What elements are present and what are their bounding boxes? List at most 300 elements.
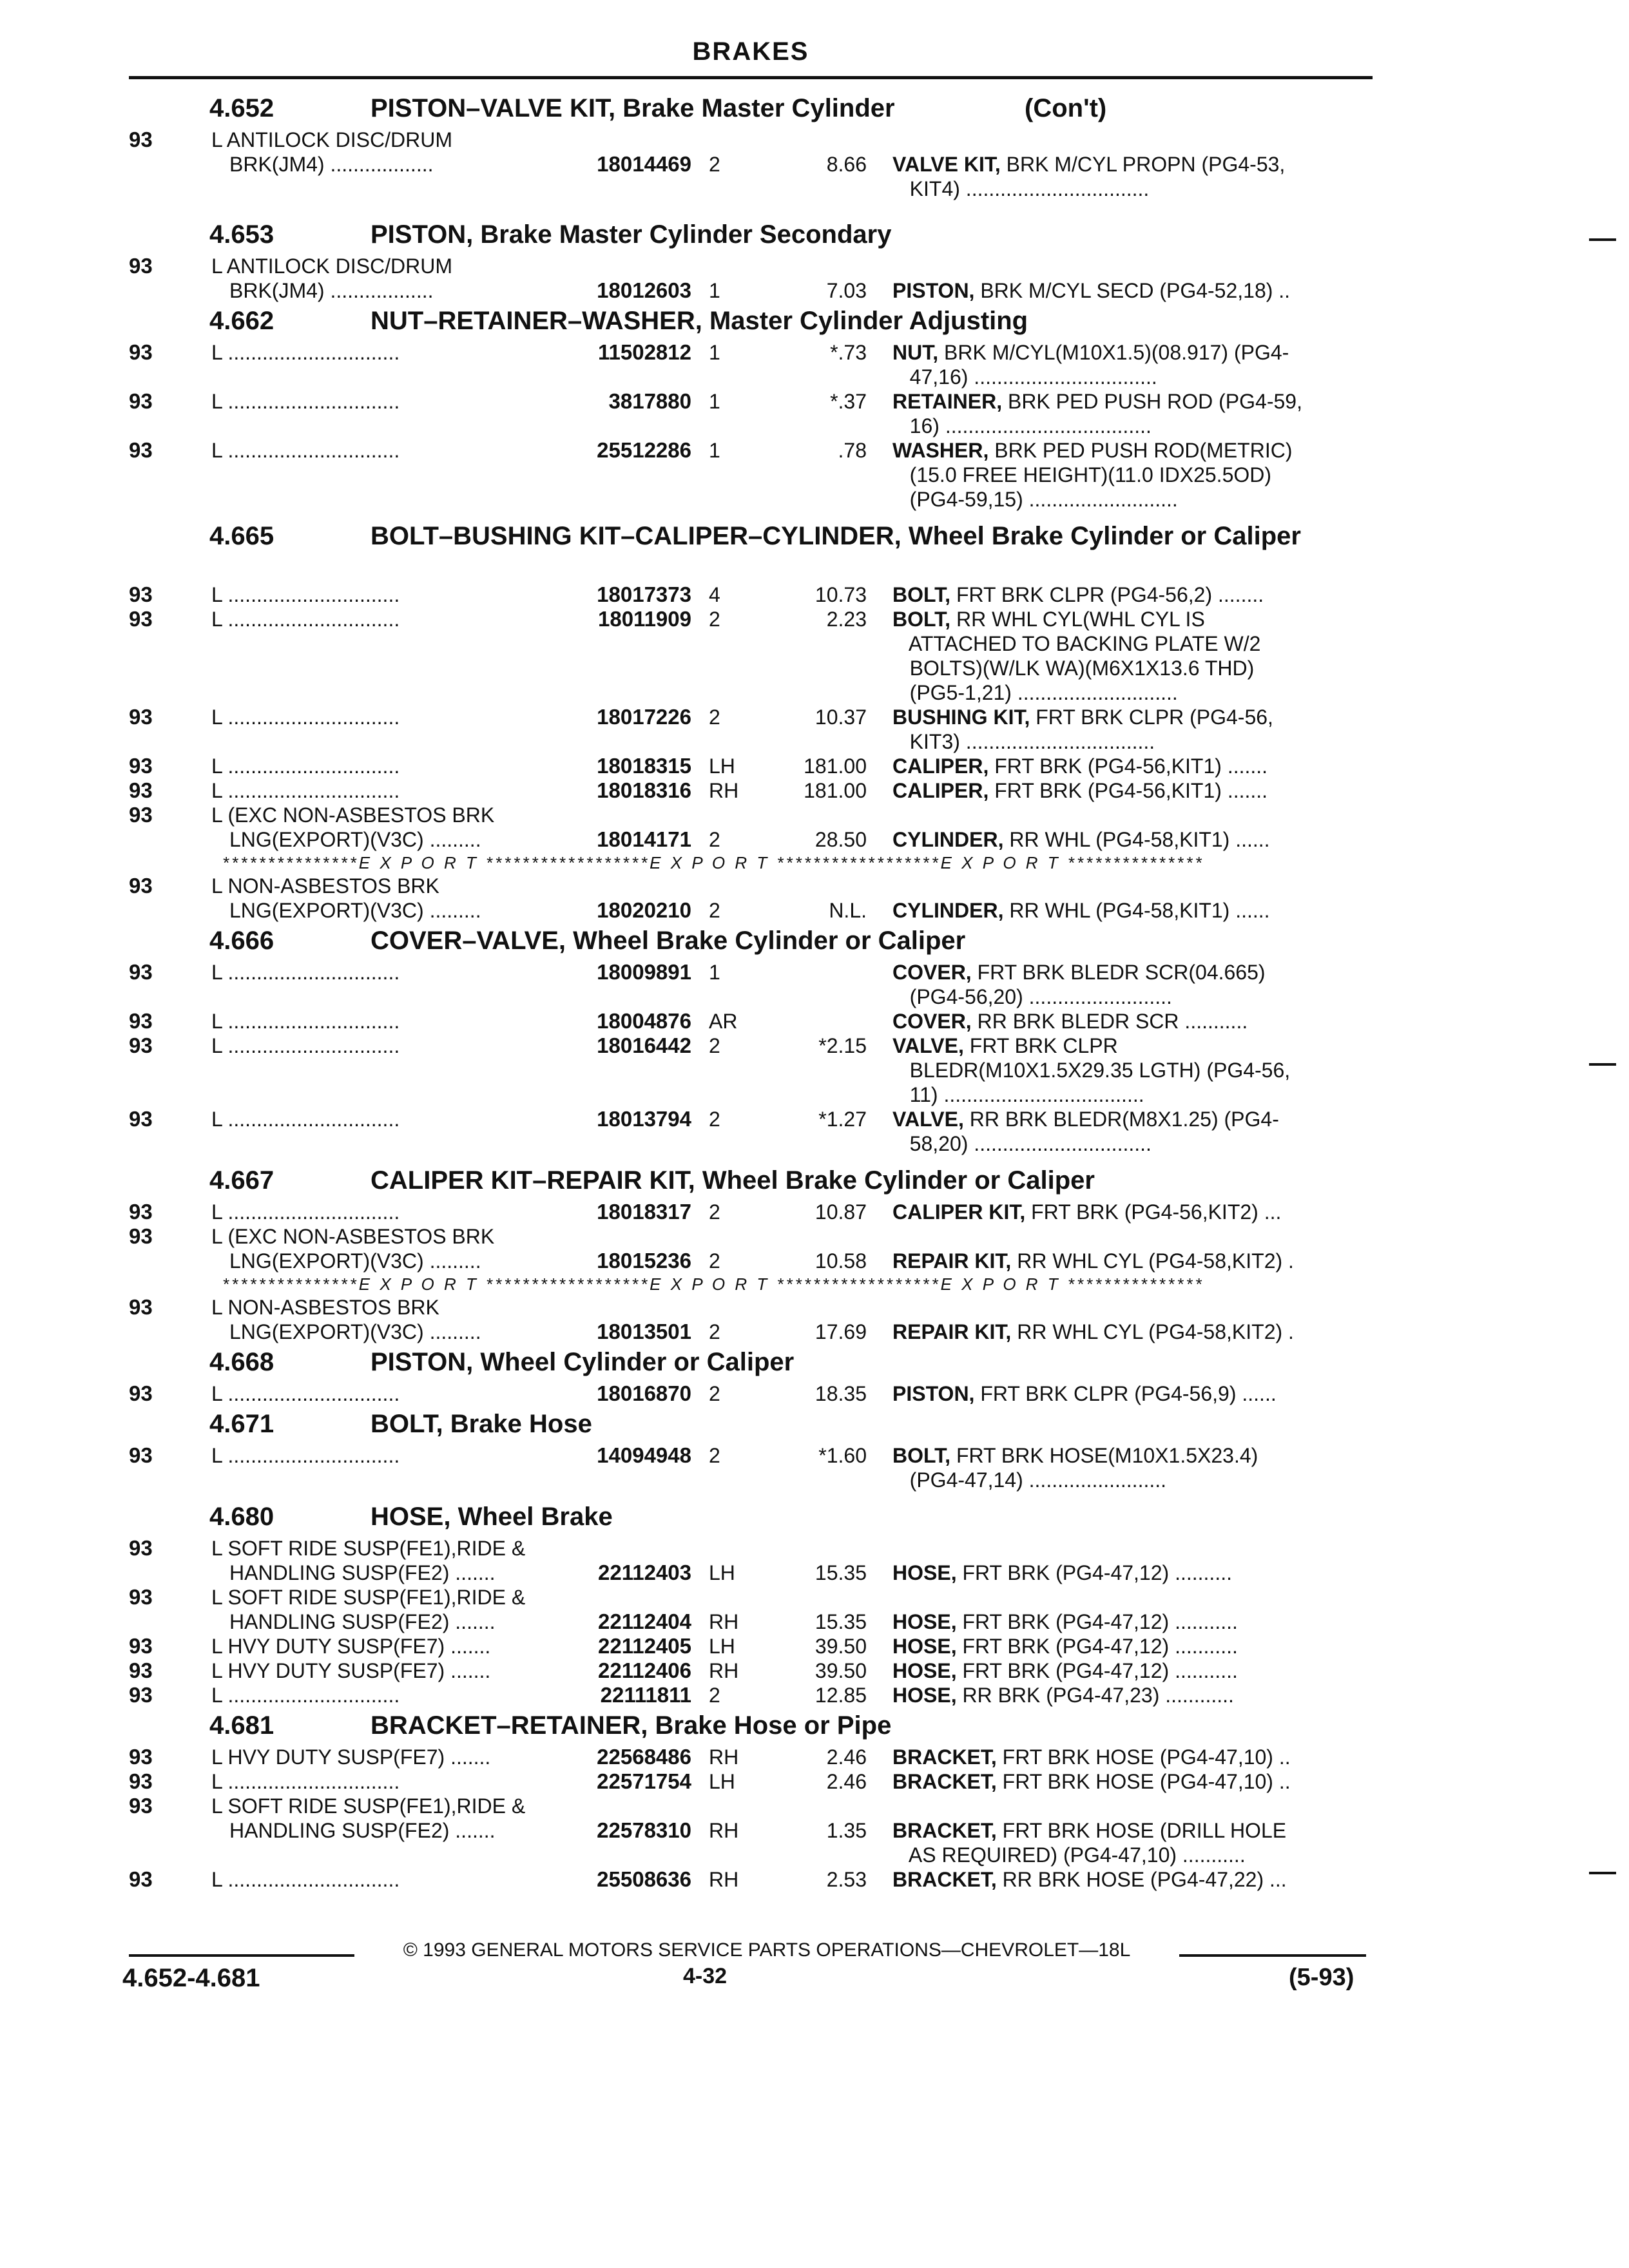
part-name: BRACKET, [892, 1770, 997, 1793]
continued-label: (Con't) [1025, 94, 1107, 122]
usage-desc: LNG(EXPORT)(V3C) ......... [229, 1320, 481, 1343]
part-detail: BLEDR(M10X1.5X29.35 LGTH) (PG4-56, [892, 1059, 1291, 1082]
part-description [892, 1769, 1382, 1794]
section-number: 4.653 [209, 220, 275, 249]
usage-desc: L .............................. [211, 1382, 400, 1405]
price: 10.37 [815, 706, 867, 729]
part-row [0, 1131, 1629, 1156]
usage-desc: L .............................. [211, 1034, 400, 1057]
section-title: BOLT–BUSHING KIT–CALIPER–CYLINDER, Wheel Brake Cylinder or Caliper [371, 522, 1301, 550]
section-title: PISTON, Wheel Cylinder or Caliper [371, 1348, 795, 1376]
part-description [892, 582, 1382, 607]
page-number: 4-32 [683, 1964, 728, 1988]
part-description [892, 1200, 1382, 1224]
price: 1.35 [826, 1819, 867, 1842]
part-detail: FRT BRK (PG4-47,12) .......... [956, 1561, 1232, 1584]
usage-desc: HANDLING SUSP(FE2) ....... [229, 1819, 496, 1842]
part-row [0, 278, 1629, 303]
part-row [0, 1769, 1629, 1794]
part-description [892, 705, 1382, 729]
price: 15.35 [815, 1561, 867, 1584]
section-heading [0, 923, 1629, 960]
part-row [0, 803, 1629, 827]
usage-desc: BRK(JM4) .................. [229, 153, 434, 176]
part-name: CALIPER, [892, 754, 989, 778]
part-detail: 11) ................................... [892, 1083, 1144, 1106]
quantity: 2 [709, 828, 720, 851]
usage-desc: L .............................. [211, 754, 400, 778]
part-detail: BRK PED PUSH ROD(METRIC) [988, 439, 1293, 462]
part-detail: RR WHL CYL(WHL CYL IS [950, 608, 1205, 631]
model-year: 93 [129, 1683, 153, 1707]
part-detail: ATTACHED TO BACKING PLATE W/2 [892, 632, 1261, 655]
part-description [892, 1745, 1382, 1769]
part-description [892, 152, 1382, 177]
price: 39.50 [815, 1635, 867, 1658]
section-title: BRACKET–RETAINER, Brake Hose or Pipe [371, 1711, 892, 1740]
usage-desc: L HVY DUTY SUSP(FE7) ....... [211, 1659, 491, 1682]
model-year: 93 [129, 128, 153, 151]
part-name: CYLINDER, [892, 899, 1004, 922]
part-row [0, 1794, 1629, 1818]
part-detail: BOLTS)(W/LK WA)(M6X1X13.6 THD) [892, 657, 1255, 680]
part-name: VALVE, [892, 1108, 964, 1131]
model-year: 93 [129, 1200, 153, 1224]
part-detail: FRT BRK (PG4-47,12) ........... [956, 1610, 1238, 1633]
section-number: 4.667 [209, 1166, 275, 1195]
part-row [0, 898, 1629, 923]
part-description [892, 1107, 1382, 1131]
part-description [892, 1610, 1382, 1634]
part-description [892, 898, 1382, 923]
price: *1.60 [818, 1444, 867, 1467]
part-name: HOSE, [892, 1561, 957, 1584]
part-row [0, 463, 1629, 487]
part-row [0, 1468, 1629, 1492]
part-name: BOLT, [892, 1444, 951, 1467]
part-detail: FRT BRK CLPR [963, 1034, 1118, 1057]
part-detail: FRT BRK BLEDR SCR(04.665) [971, 961, 1266, 984]
section-heading [0, 90, 1629, 128]
price: 181.00 [804, 779, 867, 802]
part-row [0, 1320, 1629, 1344]
price: 17.69 [815, 1320, 867, 1343]
part-name: HOSE, [892, 1684, 957, 1707]
part-name: BUSHING KIT, [892, 706, 1030, 729]
part-row [0, 1009, 1629, 1033]
model-year: 93 [129, 1634, 153, 1658]
section-title: HOSE, Wheel Brake [371, 1503, 613, 1531]
part-row [0, 631, 1629, 656]
section-heading [0, 1707, 1629, 1745]
part-description [892, 1867, 1382, 1892]
part-detail: FRT BRK HOSE(M10X1.5X23.4) [950, 1444, 1258, 1467]
part-name: BOLT, [892, 583, 951, 606]
part-row [0, 582, 1629, 607]
footer-rule-left [129, 1954, 354, 1957]
part-name: BRACKET, [892, 1745, 997, 1769]
part-row [0, 656, 1629, 680]
part-number: 18016442 [597, 1033, 691, 1057]
usage-desc: L ANTILOCK DISC/DRUM [211, 255, 452, 278]
part-row [0, 1658, 1629, 1683]
part-name: PISTON, [892, 1382, 975, 1405]
model-year: 93 [129, 874, 153, 898]
part-name: CYLINDER, [892, 828, 1004, 851]
part-row [0, 985, 1629, 1009]
usage-desc: L .............................. [211, 390, 400, 413]
section-heading [0, 518, 1629, 582]
part-row [0, 729, 1629, 754]
part-number: 22571754 [597, 1769, 691, 1793]
part-number: 22112405 [597, 1634, 691, 1658]
model-year: 93 [129, 1443, 153, 1467]
quantity: 1 [709, 390, 720, 413]
part-row [0, 827, 1629, 852]
model-year: 93 [129, 960, 153, 984]
quantity: 2 [709, 1034, 720, 1057]
part-row [0, 365, 1629, 389]
section-heading [0, 1499, 1629, 1536]
section-number: 4.652 [209, 94, 275, 122]
price: 28.50 [815, 828, 867, 851]
part-detail: KIT3) ................................. [892, 730, 1155, 753]
quantity: 2 [709, 706, 720, 729]
part-row [0, 414, 1629, 438]
part-detail: 16) .................................... [892, 414, 1152, 437]
usage-desc: L .............................. [211, 961, 400, 984]
quantity: 2 [709, 1320, 720, 1343]
section-heading [0, 1406, 1629, 1443]
part-row [0, 778, 1629, 803]
part-detail: (PG4-59,15) .......................... [892, 488, 1178, 511]
model-year: 93 [129, 1224, 153, 1248]
quantity: RH [709, 1745, 739, 1769]
part-row [0, 1082, 1629, 1107]
part-description [892, 1033, 1382, 1058]
part-detail: AS REQUIRED) (PG4-47,10) ........... [892, 1843, 1246, 1867]
part-number: 22568486 [597, 1745, 691, 1769]
section-heading [0, 216, 1629, 254]
part-detail: (15.0 FREE HEIGHT)(11.0 IDX25.5OD) [892, 463, 1272, 486]
part-description [892, 340, 1382, 365]
part-row [0, 1107, 1629, 1131]
part-name: REPAIR KIT, [892, 1320, 1012, 1343]
price: 2.53 [826, 1868, 867, 1891]
footer-copyright: © 1993 GENERAL MOTORS SERVICE PARTS OPERATIONS—CHEVROLET—18L [403, 1939, 1131, 1961]
part-number: 18017373 [597, 582, 691, 606]
part-detail: BRK M/CYL PROPN (PG4-53, [1000, 153, 1286, 176]
part-name: CALIPER, [892, 779, 989, 802]
section-heading [0, 1162, 1629, 1200]
part-detail: (PG4-56,20) ......................... [892, 985, 1172, 1008]
usage-desc: L NON-ASBESTOS BRK [211, 1296, 439, 1319]
part-detail: FRT BRK CLPR (PG4-56, [1030, 706, 1273, 729]
part-row [0, 487, 1629, 512]
quantity: 1 [709, 439, 720, 462]
part-number: 18014171 [597, 827, 691, 851]
part-detail: BRK M/CYL SECD (PG4-52,18) .. [974, 279, 1291, 302]
part-description [892, 778, 1382, 803]
usage-desc: L (EXC NON-ASBESTOS BRK [211, 803, 495, 827]
part-detail: 58,20) ............................... [892, 1132, 1152, 1155]
usage-desc: L .............................. [211, 608, 400, 631]
usage-desc: L .............................. [211, 1108, 400, 1131]
section-title: BOLT, Brake Hose [371, 1410, 592, 1438]
export-label: ***************E X P O R T ******************E X P O R T ******************E X P O R T *************** [222, 1274, 1204, 1294]
section-title: CALIPER KIT–REPAIR KIT, Wheel Brake Cylinder or Caliper [371, 1166, 1095, 1195]
model-year: 93 [129, 1658, 153, 1682]
price: 10.58 [815, 1249, 867, 1273]
section-number: 4.668 [209, 1348, 275, 1376]
model-year: 93 [129, 607, 153, 631]
usage-desc: L .............................. [211, 583, 400, 606]
usage-desc: L .............................. [211, 1868, 400, 1891]
price: 2.23 [826, 608, 867, 631]
quantity: 1 [709, 279, 720, 302]
part-row [0, 754, 1629, 778]
price: 181.00 [804, 754, 867, 778]
part-row [0, 705, 1629, 729]
part-name: WASHER, [892, 439, 989, 462]
part-row [0, 389, 1629, 414]
part-row [0, 1200, 1629, 1224]
usage-desc: L SOFT RIDE SUSP(FE1),RIDE & [211, 1537, 526, 1560]
usage-desc: L SOFT RIDE SUSP(FE1),RIDE & [211, 1794, 526, 1818]
part-number: 18015236 [597, 1249, 691, 1273]
part-number: 18017226 [597, 705, 691, 729]
part-description [892, 389, 1382, 414]
part-row [0, 1224, 1629, 1249]
part-name: BOLT, [892, 608, 951, 631]
quantity: RH [709, 1659, 739, 1682]
part-row [0, 1443, 1629, 1468]
part-description [892, 1561, 1382, 1585]
part-row [0, 340, 1629, 365]
model-year: 93 [129, 778, 153, 802]
part-name: HOSE, [892, 1659, 957, 1682]
part-description [892, 1683, 1382, 1707]
model-year: 93 [129, 1585, 153, 1609]
quantity: 2 [709, 1108, 720, 1131]
part-detail: RR WHL (PG4-58,KIT1) ...... [1003, 899, 1270, 922]
quantity: AR [709, 1010, 738, 1033]
usage-desc: HANDLING SUSP(FE2) ....... [229, 1561, 496, 1584]
part-row [0, 177, 1629, 201]
quantity: 2 [709, 899, 720, 922]
quantity: LH [709, 1561, 735, 1584]
price: *1.27 [818, 1108, 867, 1131]
part-detail: (PG5-1,21) ............................ [892, 681, 1178, 704]
quantity: RH [709, 1819, 739, 1842]
usage-desc: L (EXC NON-ASBESTOS BRK [211, 1225, 495, 1248]
footer-date: (5-93) [1289, 1964, 1354, 1991]
parts-catalog [0, 90, 1629, 1892]
model-year: 93 [129, 1867, 153, 1891]
part-detail: FRT BRK HOSE (DRILL HOLE [996, 1819, 1287, 1842]
part-row [0, 607, 1629, 631]
part-detail: FRT BRK (PG4-56,KIT1) ....... [988, 779, 1268, 802]
part-number: 18018317 [597, 1200, 691, 1224]
price: 15.35 [815, 1610, 867, 1633]
part-name: HOSE, [892, 1635, 957, 1658]
part-row [0, 1561, 1629, 1585]
part-detail: RR WHL CYL (PG4-58,KIT2) . [1011, 1249, 1294, 1273]
part-number: 18014469 [597, 152, 691, 176]
quantity: 2 [709, 1382, 720, 1405]
part-name: COVER, [892, 1010, 972, 1033]
part-detail: FRT BRK HOSE (PG4-47,10) .. [996, 1770, 1291, 1793]
part-row [0, 152, 1629, 177]
model-year: 93 [129, 438, 153, 462]
part-detail: RR BRK BLEDR SCR ........... [971, 1010, 1248, 1033]
price: 10.73 [815, 583, 867, 606]
part-description [892, 1443, 1382, 1468]
part-detail: 47,16) ................................ [892, 365, 1157, 389]
quantity: 2 [709, 1684, 720, 1707]
part-row [0, 1843, 1629, 1867]
part-row [0, 1381, 1629, 1406]
part-name: REPAIR KIT, [892, 1249, 1012, 1273]
quantity: RH [709, 779, 739, 802]
part-row [0, 1295, 1629, 1320]
quantity: LH [709, 754, 735, 778]
model-year: 93 [129, 582, 153, 606]
margin-tick [1589, 1063, 1616, 1066]
usage-desc: HANDLING SUSP(FE2) ....... [229, 1610, 496, 1633]
usage-desc: L HVY DUTY SUSP(FE7) ....... [211, 1635, 491, 1658]
part-description [892, 827, 1382, 852]
part-number: 18009891 [597, 960, 691, 984]
part-detail: RR BRK BLEDR(M8X1.25) (PG4- [963, 1108, 1279, 1131]
section-number: 4.665 [209, 522, 275, 550]
quantity: RH [709, 1610, 739, 1633]
part-detail: KIT4) ................................ [892, 177, 1150, 200]
part-number: 22111811 [600, 1683, 691, 1707]
model-year: 93 [129, 803, 153, 827]
part-description [892, 1818, 1382, 1843]
section-title: PISTON, Brake Master Cylinder Secondary [371, 220, 892, 249]
quantity: RH [709, 1868, 739, 1891]
part-number: 18004876 [597, 1009, 691, 1033]
margin-tick [1589, 1872, 1616, 1874]
part-detail: (PG4-47,14) ........................ [892, 1468, 1167, 1492]
part-row [0, 1745, 1629, 1769]
section-title: NUT–RETAINER–WASHER, Master Cylinder Adjusting [371, 307, 1028, 335]
quantity: 2 [709, 1200, 720, 1224]
part-detail: RR WHL CYL (PG4-58,KIT2) . [1011, 1320, 1294, 1343]
model-year: 93 [129, 389, 153, 413]
part-number: 22112403 [597, 1561, 691, 1584]
part-row [0, 1033, 1629, 1058]
price: 10.87 [815, 1200, 867, 1224]
part-number: 22112404 [597, 1610, 691, 1633]
part-detail: RR BRK (PG4-47,23) ............ [956, 1684, 1234, 1707]
price: 7.03 [826, 279, 867, 302]
usage-desc: L .............................. [211, 1684, 400, 1707]
usage-desc: L HVY DUTY SUSP(FE7) ....... [211, 1745, 491, 1769]
usage-desc: L .............................. [211, 779, 400, 802]
part-number: 18016870 [597, 1381, 691, 1405]
part-number: 22578310 [597, 1818, 691, 1842]
model-year: 93 [129, 254, 153, 278]
part-name: HOSE, [892, 1610, 957, 1633]
usage-desc: BRK(JM4) .................. [229, 279, 434, 302]
part-detail: FRT BRK CLPR (PG4-56,2) ........ [950, 583, 1264, 606]
part-name: PISTON, [892, 279, 975, 302]
model-year: 93 [129, 1745, 153, 1769]
part-description [892, 607, 1382, 631]
section-number: 4.681 [209, 1711, 275, 1740]
part-description [892, 1634, 1382, 1658]
part-description [892, 438, 1382, 463]
usage-desc: L .............................. [211, 706, 400, 729]
page-title: BRAKES [692, 37, 809, 66]
part-detail: FRT BRK HOSE (PG4-47,10) .. [996, 1745, 1291, 1769]
usage-desc: L NON-ASBESTOS BRK [211, 874, 439, 898]
part-detail: FRT BRK (PG4-56,KIT2) ... [1025, 1200, 1282, 1224]
part-row [0, 680, 1629, 705]
page-header [129, 37, 1373, 79]
part-number: 18013501 [597, 1320, 691, 1343]
export-divider [0, 852, 1629, 874]
part-name: COVER, [892, 961, 972, 984]
usage-desc: LNG(EXPORT)(V3C) ......... [229, 828, 481, 851]
part-name: VALVE, [892, 1034, 964, 1057]
part-description [892, 1249, 1382, 1273]
part-row [0, 1536, 1629, 1561]
section-title: COVER–VALVE, Wheel Brake Cylinder or Caliper [371, 927, 966, 955]
quantity: 2 [709, 153, 720, 176]
margin-tick [1589, 238, 1616, 241]
part-number: 18018316 [597, 778, 691, 802]
model-year: 93 [129, 1794, 153, 1818]
usage-desc: L .............................. [211, 1770, 400, 1793]
part-row [0, 438, 1629, 463]
section-heading [0, 1344, 1629, 1381]
model-year: 93 [129, 1536, 153, 1560]
part-row [0, 1634, 1629, 1658]
usage-desc: L .............................. [211, 1010, 400, 1033]
part-row [0, 1818, 1629, 1843]
part-description [892, 754, 1382, 778]
export-label: ***************E X P O R T ******************E X P O R T ******************E X P O R T *************** [222, 853, 1204, 872]
price: .78 [838, 439, 867, 462]
usage-desc: L .............................. [211, 1200, 400, 1224]
part-name: BRACKET, [892, 1868, 997, 1891]
usage-desc: L ANTILOCK DISC/DRUM [211, 128, 452, 151]
section-number: 4.666 [209, 927, 275, 955]
price: 2.46 [826, 1770, 867, 1793]
quantity: 2 [709, 1444, 720, 1467]
part-detail: FRT BRK (PG4-56,KIT1) ....... [988, 754, 1268, 778]
part-row [0, 254, 1629, 278]
part-number: 18013794 [597, 1107, 691, 1131]
usage-desc: LNG(EXPORT)(V3C) ......... [229, 899, 481, 922]
section-heading [0, 303, 1629, 340]
part-detail: FRT BRK CLPR (PG4-56,9) ...... [974, 1382, 1277, 1405]
part-number: 18011909 [597, 607, 691, 631]
part-detail: RR WHL (PG4-58,KIT1) ...... [1003, 828, 1270, 851]
quantity: 1 [709, 961, 720, 984]
part-row [0, 1683, 1629, 1707]
part-row [0, 1585, 1629, 1610]
part-detail: BRK PED PUSH ROD (PG4-59, [1002, 390, 1302, 413]
price: 18.35 [815, 1382, 867, 1405]
part-detail: FRT BRK (PG4-47,12) ........... [956, 1635, 1238, 1658]
part-number: 25512286 [597, 438, 691, 462]
model-year: 93 [129, 1295, 153, 1319]
